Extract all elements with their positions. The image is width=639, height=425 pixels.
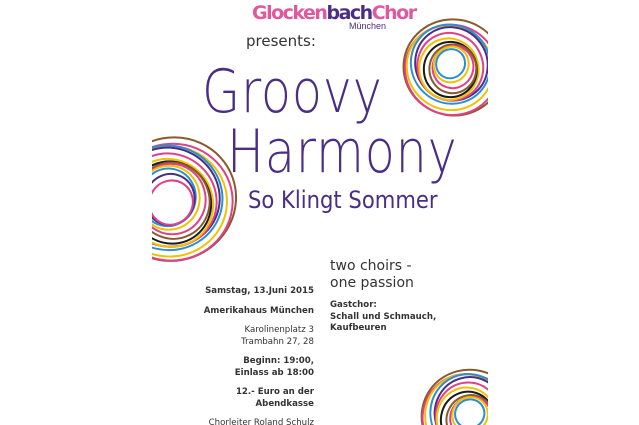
color-ring-swirl-icon	[414, 362, 488, 425]
color-ring-swirl-icon	[396, 12, 488, 122]
concert-poster	[152, 0, 488, 425]
event-start-time: Beginn: 19:00,	[243, 356, 314, 366]
presents-label: presents:	[246, 32, 316, 50]
guest-line-1: Schall und Schmauch,	[330, 311, 437, 322]
event-details	[192, 286, 314, 425]
event-date: Samstag, 13.Juni 2015	[205, 286, 314, 296]
title-line-1: Groovy	[202, 57, 383, 127]
color-ring-swirl-icon	[152, 130, 240, 270]
tagline	[330, 258, 480, 292]
event-times	[192, 356, 314, 379]
choir-logo	[252, 2, 416, 31]
title-subtitle: So Klingt Sommer	[248, 186, 438, 214]
event-conductor: Chorleiter Roland Schulz	[208, 418, 314, 425]
guest-label: Gastchor:	[330, 300, 377, 310]
guest-choir	[330, 300, 480, 335]
logo-city: München	[348, 21, 386, 31]
title-line-2: Harmony	[227, 117, 458, 187]
tagline-line-2: one passion	[330, 275, 414, 291]
event-entry-time: Einlass ab 18:00	[234, 367, 314, 378]
tagline-line-1: two choirs -	[330, 258, 412, 274]
guest-line-2: Kaufbeuren	[330, 323, 387, 333]
event-venue: Amerikahaus München	[203, 305, 314, 316]
logo-part-bach: bach	[326, 2, 372, 24]
logo-part-chor: Chor	[371, 2, 416, 24]
tagline-block	[330, 258, 480, 335]
choir-logo-text	[252, 2, 416, 24]
logo-part-glocken: Glocken	[252, 2, 327, 24]
event-address-line-1: Karolinenplatz 3	[244, 325, 314, 335]
event-address-line-2: Trambahn 27, 28	[241, 336, 314, 347]
event-price: 12.- Euro an der Abendkasse	[235, 387, 314, 409]
event-address	[192, 325, 314, 348]
